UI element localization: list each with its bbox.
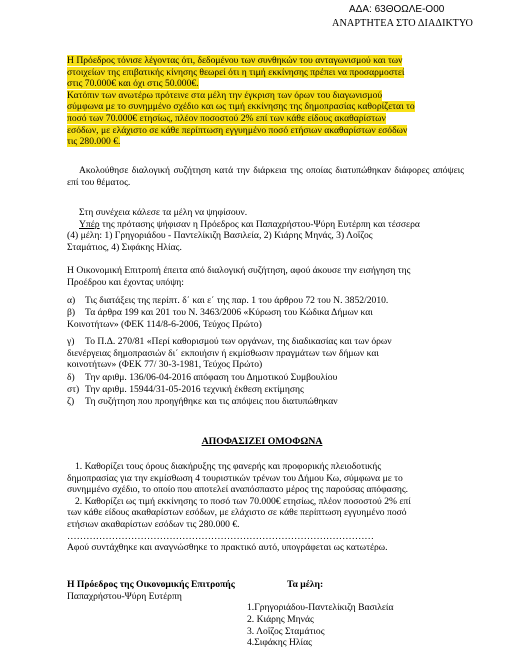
highlight-line: εσόδων, με ελάχιστο σε κάθε περίπτωση εγγυημένο ποσό ετήσιων ακαθαρίστων εσόδων xyxy=(67,124,408,136)
consideration-item xyxy=(67,307,464,330)
consideration-text: Τα άρθρα 199 και 201 του Ν. 3463/2006 «Κύρωση του Κώδικα Δήμων και xyxy=(85,307,373,318)
committee-line: Προέδρου και έχοντας υπόψη: xyxy=(67,276,184,288)
closing-line: Αφού συντάχθηκε και αναγνώσθηκε το πρακτικό αυτό, υπογράφεται ως κατωτέρω. xyxy=(67,542,388,554)
consideration-text: Την αριθμ. 15944/31-05-2016 τεχνική έκθεση εκτίμησης xyxy=(85,384,304,395)
highlight-line: στις 70.000€ και όχι στις 50.000€. xyxy=(67,78,199,90)
member-name: 2. Κιάρης Μηνάς xyxy=(247,614,314,625)
consideration-text: κοινοτήτων» (ΦΕΚ 77/ 30-3-1981, Τεύχος Πρώτο) xyxy=(67,359,263,371)
highlight-line: σύμφωνα με το συνημμένο σχέδιο και ως τιμή εκκίνησης της δημοπρασίας καθορίζεται το xyxy=(67,101,415,113)
highlight-line: ποσό των 70.000€ ετησίως, πλέον ποσοστού 2% επί των κάθε είδους ακαθαρίστων xyxy=(67,112,386,124)
consideration-label: γ) xyxy=(67,336,75,347)
members-title: Τα μέλη: xyxy=(287,579,324,590)
highlight-line: στοιχείων της επιβατικής κίνησης θεωρεί ότι η τιμή εκκίνησης πρέπει να προσαρμοστεί xyxy=(67,66,405,78)
decision-line: δημοπρασίας για την εκμίσθωση 4 τουριστικών τρένων του Δήμου Κω, σύμφωνα με το xyxy=(67,472,403,484)
decision-line: συνημμένο σχέδιο, το οποίο που αποτελεί αναπόσπαστο μέρος της παρούσας απόφασης. xyxy=(67,484,409,496)
member-name: 3. Λοΐζος Σταμάτιος xyxy=(247,626,325,637)
vote-line: Στη συνέχεια κάλεσε τα μέλη να ψηφίσουν. xyxy=(79,207,248,218)
highlight-line: Κατόπιν των ανωτέρω πρότεινε στα μέλη την έγκριση των όρων του διαγωνισμού xyxy=(67,89,383,101)
highlighted-proposal xyxy=(67,55,464,148)
consideration-label: α) xyxy=(67,295,76,306)
consideration-text: Τις διατάξεις της περίπτ. δ΄ και ε΄ της παρ. 1 του άρθρου 72 του Ν. 3852/2010. xyxy=(85,295,389,306)
member-name: 4.Σιφάκης Ηλίας xyxy=(247,637,312,648)
consideration-item xyxy=(67,384,464,396)
decision-heading-text: ΑΠΟΦΑΣΙΖΕΙ ΟΜΟΦΩΝΑ xyxy=(201,436,323,447)
consideration-text: Το Π.Δ. 270/81 «Περί καθορισμού των οργάνων, της διαδικασίας και των όρων xyxy=(85,336,392,347)
posting-notice: ΑΝΑΡΤΗΤΕΑ ΣΤΟ ΔΙΑΔΙΚΤΥΟ xyxy=(332,18,473,29)
consideration-label: στ) xyxy=(67,384,80,395)
discussion-paragraph: Ακολούθησε διαλογική συζήτηση κατά την διάρκεια της οποίας διατυπώθηκαν διάφορες απόψεις επί του θέματος. xyxy=(67,165,464,188)
vote-paragraph xyxy=(67,207,464,253)
decision-line: 2. Καθορίζει ως τιμή εκκίνησης το ποσό των 70.000€ ετησίως, πλέον ποσοστού 2% επί xyxy=(75,495,411,507)
consideration-label: δ) xyxy=(67,372,75,383)
committee-paragraph xyxy=(67,265,464,288)
vote-line: Σταμάτιος, 4) Σιφάκης Ηλίας. xyxy=(67,241,182,253)
vote-line: (4) μέλη: 1) Γρηγοριάδου - Παντελίκιζη Βασιλεία, 2) Κιάρης Μηνάς, 3) Λοΐζος xyxy=(67,230,373,242)
vote-line-rest: της πρότασης ψήφισαν η Πρόεδρος και Παπαχρήστου-Ψύρη Ευτέρπη και τέσσερα xyxy=(99,218,420,230)
president-title: Η Πρόεδρος της Οικονομικής Επιτροπής xyxy=(67,579,235,590)
consideration-text: διενέργειας δημοπρασιών δι΄ εκποιήσιν ή εκμίσθωσιν πραγμάτων των δήμων και xyxy=(67,347,379,359)
highlight-line: τις 280.000 €. xyxy=(67,136,121,148)
vote-in-favor-label: Υπέρ xyxy=(79,218,100,230)
consideration-text: Κοινοτήτων» (ΦΕΚ 114/8-6-2006, Τεύχος Πρώτο) xyxy=(67,318,262,330)
ada-code: ΑΔΑ: 63ΘΟΩΛΕ-Ο00 xyxy=(349,4,445,15)
consideration-item xyxy=(67,295,464,307)
consideration-item xyxy=(67,372,464,384)
vote-line xyxy=(67,219,464,231)
decision-line: των κάθε είδους ακαθαρίστων εσόδων, με ελάχιστο σε κάθε περίπτωση εγγυημένο ποσό xyxy=(67,507,407,519)
decisions-block xyxy=(67,461,464,554)
decision-line: ετήσιων ακαθαρίστων εσόδων τις 280.000 €. xyxy=(67,518,240,530)
committee-line: Η Οικονομική Επιτροπή έπειτα από διαλογική συζήτηση, αφού άκουσε την εισήγηση της xyxy=(67,265,411,276)
president-name: Παπαχρήστου-Ψύρη Ευτέρπη xyxy=(67,591,182,602)
consideration-label: β) xyxy=(67,307,76,318)
decision-heading xyxy=(0,436,524,447)
dotted-separator: …………………………………………………………………………………… xyxy=(67,530,374,542)
consideration-text: Τη συζήτηση που προηγήθηκε και τις απόψεις που διατυπώθηκαν xyxy=(85,396,338,407)
consideration-item xyxy=(67,336,464,371)
consideration-label: ζ) xyxy=(67,396,75,407)
consideration-text: Την αριθμ. 136/06-04-2016 απόφαση του Δημοτικού Συμβουλίου xyxy=(85,372,338,383)
member-name: 1.Γρηγοριάδου-Παντελίκιζη Βασιλεία xyxy=(247,602,394,613)
highlight-line: Η Πρόεδρος τόνισε λέγοντας ότι, δεδομένου των συνθηκών του ανταγωνισμού και των xyxy=(67,55,403,66)
decision-line: 1. Καθορίζει τους όρους διακήρυξης της φανερής και προφορικής πλειοδοτικής xyxy=(75,461,382,472)
consideration-item xyxy=(67,396,464,408)
